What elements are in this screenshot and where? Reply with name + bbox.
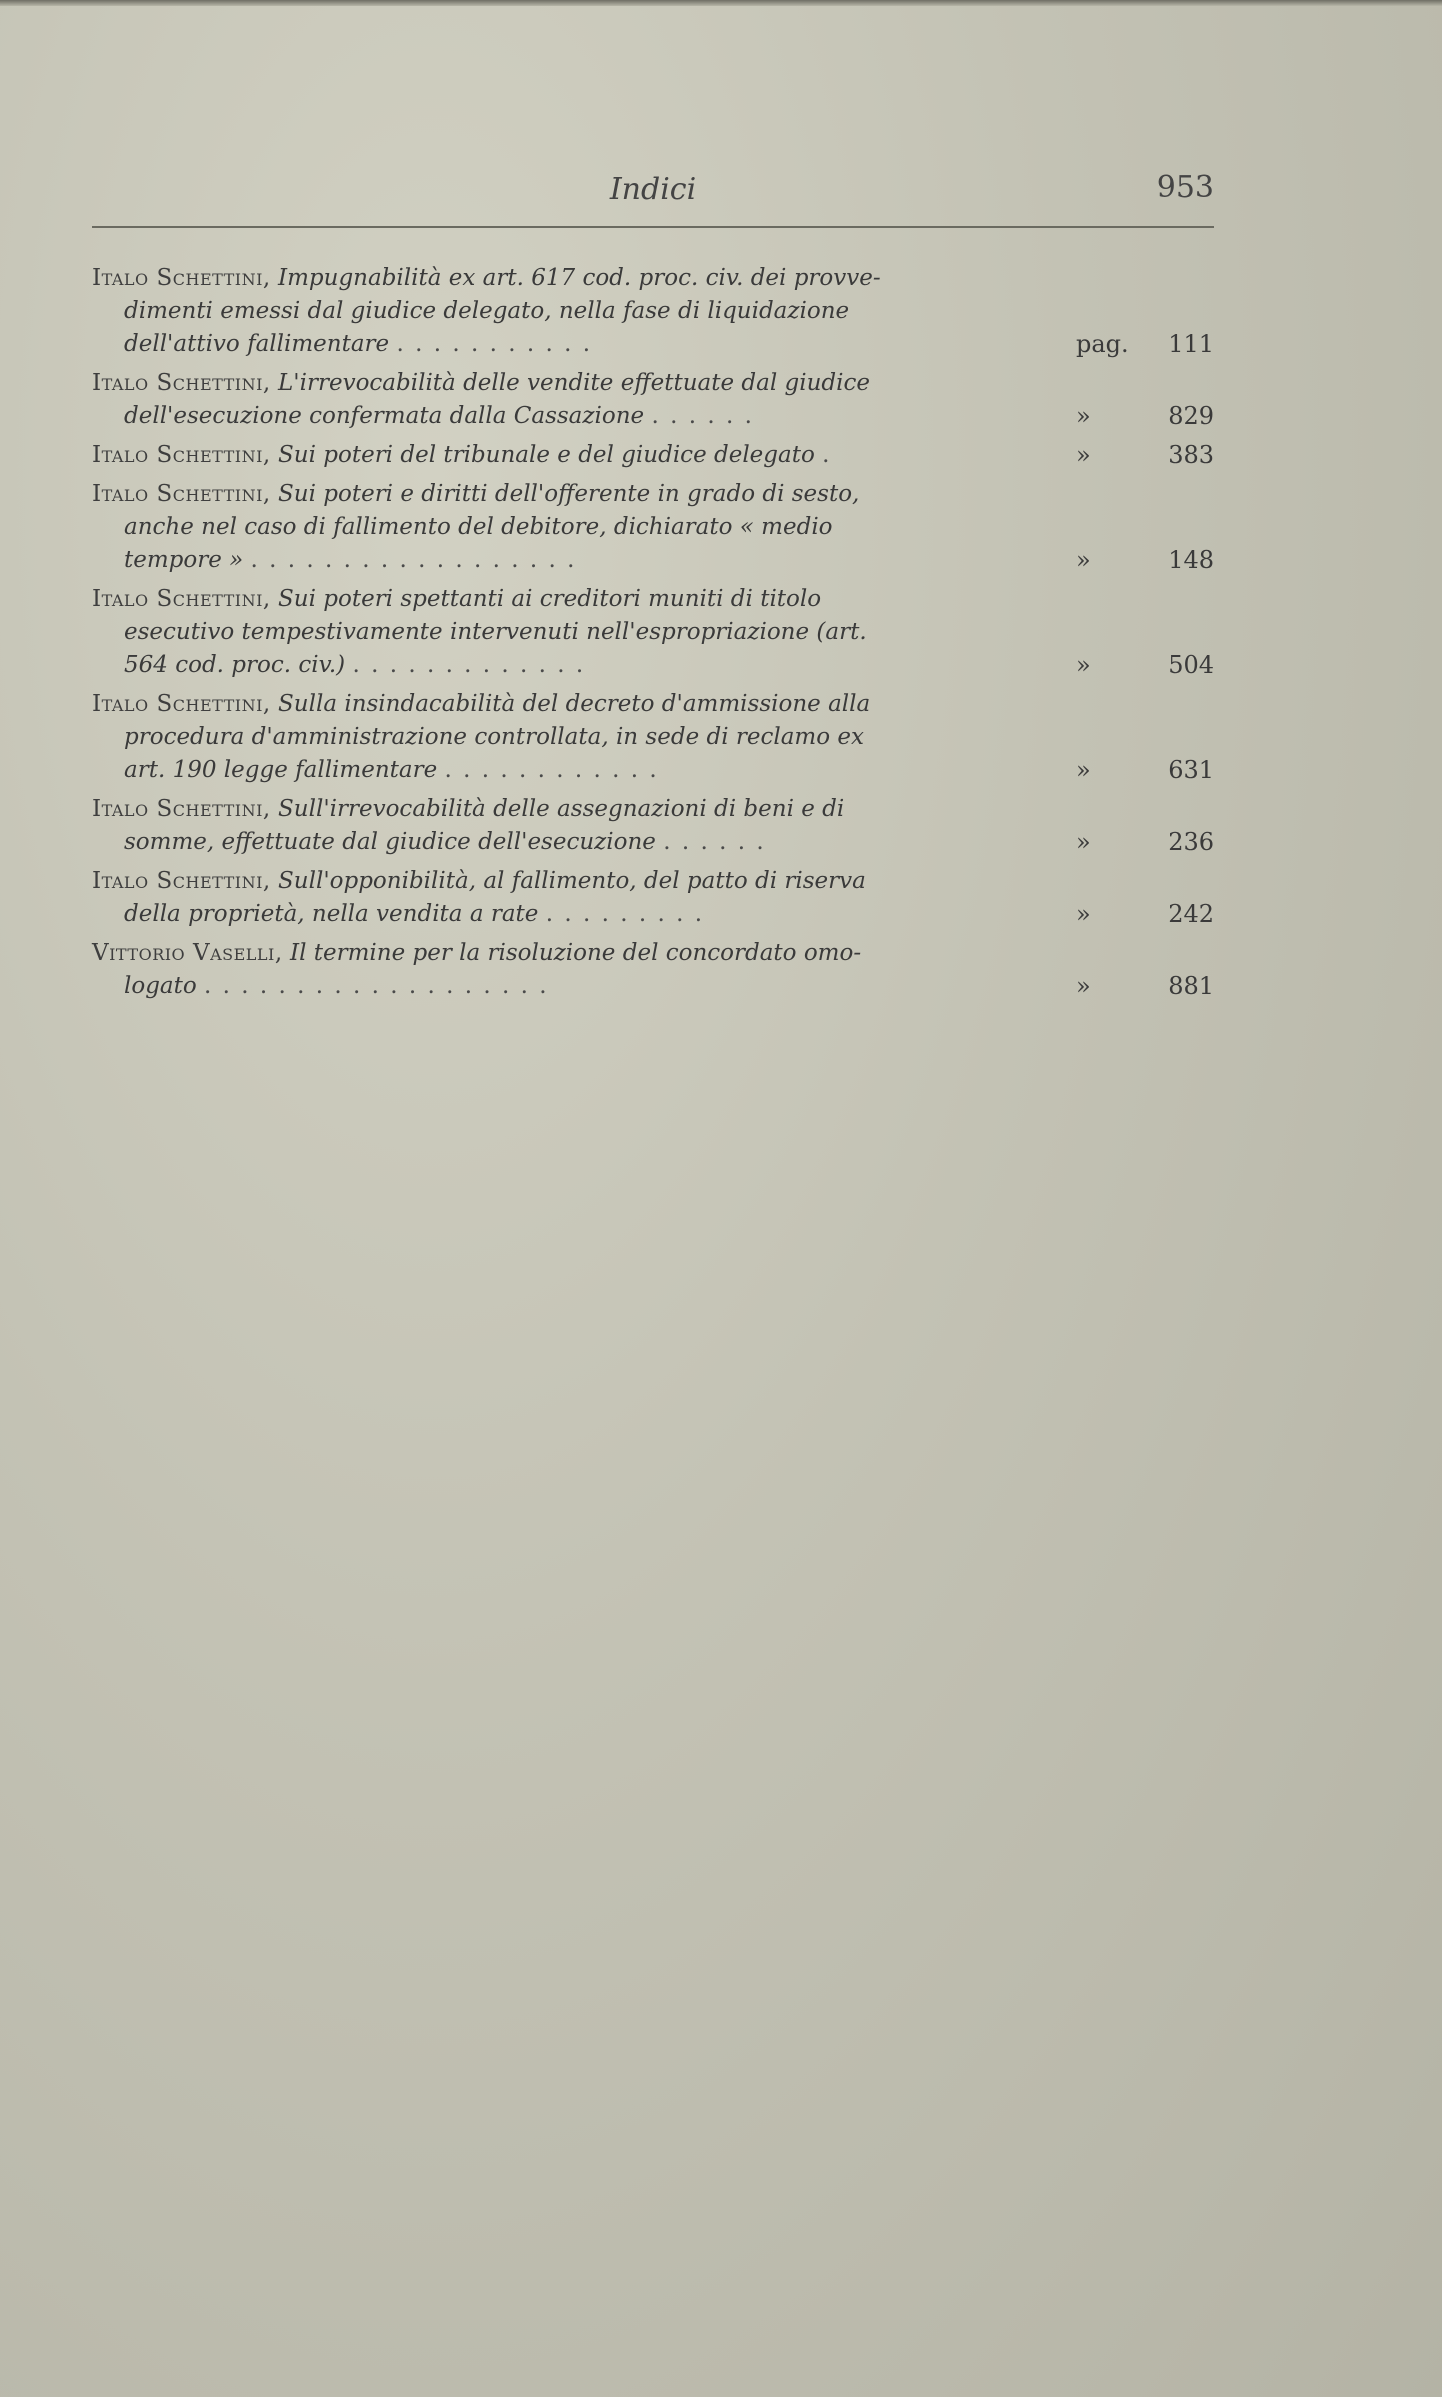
page-prefix: » (1076, 972, 1091, 1000)
dot-leader: . . . . . . . . . . . . . (352, 652, 586, 678)
entry-continuation-line (92, 649, 1068, 682)
index-entry (92, 937, 1218, 1003)
page-reference (1070, 898, 1218, 931)
entry-text (92, 583, 1068, 682)
page-reference (1070, 826, 1218, 859)
page-reference (1070, 970, 1218, 1003)
entry-author: Italo Schettini, (92, 868, 271, 894)
page-prefix: » (1076, 441, 1091, 469)
page-number: 148 (1168, 546, 1214, 574)
entry-continuation-line (92, 826, 1068, 859)
entry-title-line: dimenti emessi dal giudice delegato, nella fase di liquidazione (124, 298, 850, 324)
index-entry (92, 793, 1218, 859)
dot-leader: . . . . . . . . . . . . . . . . . . . (204, 973, 549, 999)
entry-title-line: Il termine per la risoluzione del concordato omo- (289, 940, 862, 966)
entry-text (92, 688, 1068, 787)
entry-title-line: della proprietà, nella vendita a rate (124, 901, 539, 927)
entry-continuation-line (92, 721, 1068, 754)
entry-continuation-line (92, 295, 1068, 328)
entry-continuation-line (92, 754, 1068, 787)
entry-author: Italo Schettini, (92, 796, 271, 822)
entry-title-line: Impugnabilità ex art. 617 cod. proc. civ. dei provve- (278, 265, 881, 291)
entry-continuation-line (92, 511, 1068, 544)
page-prefix: » (1076, 651, 1091, 679)
entry-text (92, 937, 1068, 1003)
page-number: 242 (1168, 900, 1214, 928)
index-entry (92, 367, 1218, 433)
header-title: Indici (609, 172, 697, 207)
dot-leader: . . . . . . . . . . . (396, 331, 593, 357)
entry-title-line: tempore » (124, 547, 244, 573)
entry-title-line: procedura d'amministrazione controllata, in sede di reclamo ex (124, 724, 864, 750)
entry-author: Italo Schettini, (92, 481, 271, 507)
entry-text (92, 367, 1068, 433)
dot-leader: . (822, 442, 832, 468)
entry-author: Italo Schettini, (92, 442, 271, 468)
page-number: 236 (1168, 828, 1214, 856)
entry-title-line: esecutivo tempestivamente intervenuti nell'espropriazione (art. (124, 619, 867, 645)
page-number: 111 (1168, 330, 1214, 358)
dot-leader: . . . . . . . . . . . . (444, 757, 659, 783)
entry-text (92, 478, 1068, 577)
dot-leader: . . . . . . . . . (545, 901, 705, 927)
page-prefix: » (1076, 900, 1091, 928)
entry-title-line: dell'esecuzione confermata dalla Cassazione (124, 403, 645, 429)
entry-title-line: logato (124, 973, 197, 999)
entry-title-line: Sui poteri e diritti dell'offerente in grado di sesto, (278, 481, 860, 507)
dot-leader: . . . . . . . . . . . . . . . . . . (250, 547, 577, 573)
entry-continuation-line (92, 544, 1068, 577)
index-entry (92, 583, 1218, 682)
page-reference (1070, 328, 1218, 361)
page-number: 829 (1168, 402, 1214, 430)
entry-title-line: Sulla insindacabilità del decreto d'ammissione alla (278, 691, 871, 717)
running-header (92, 168, 1214, 228)
entry-text (92, 262, 1068, 361)
entry-title-line: Sull'irrevocabilità delle assegnazioni di beni e di (278, 796, 845, 822)
header-rule (92, 226, 1214, 228)
page-prefix: » (1076, 546, 1091, 574)
page-reference (1070, 754, 1218, 787)
entry-title-line: Sui poteri del tribunale e del giudice delegato (278, 442, 815, 468)
entry-title-line: L'irrevocabilità delle vendite effettuate dal giudice (278, 370, 870, 396)
index-entry (92, 262, 1218, 361)
index-entry (92, 478, 1218, 577)
entry-text (92, 793, 1068, 859)
index-entry (92, 865, 1218, 931)
entry-author: Italo Schettini, (92, 370, 271, 396)
entry-continuation-line (92, 898, 1068, 931)
page-prefix: » (1076, 756, 1091, 784)
header-page-number: 953 (1156, 170, 1214, 205)
index-entry (92, 439, 1218, 472)
entry-title-line: Sull'opponibilità, al fallimento, del patto di riserva (278, 868, 866, 894)
entry-continuation-line (92, 616, 1068, 649)
entry-text (92, 865, 1068, 931)
entry-title-line: dell'attivo fallimentare (124, 331, 390, 357)
entry-title-line: Sui poteri spettanti ai creditori muniti di titolo (278, 586, 822, 612)
entry-author: Italo Schettini, (92, 586, 271, 612)
index-entry (92, 688, 1218, 787)
entry-text (92, 439, 1068, 472)
page-reference (1070, 400, 1218, 433)
page-number: 504 (1168, 651, 1214, 679)
page-reference (1070, 649, 1218, 682)
entry-title-line: anche nel caso di fallimento del debitore, dichiarato « medio (124, 514, 833, 540)
dot-leader: . . . . . . (651, 403, 754, 429)
entry-author: Italo Schettini, (92, 691, 271, 717)
page-prefix: » (1076, 402, 1091, 430)
entry-continuation-line (92, 328, 1068, 361)
index-list (92, 262, 1218, 1009)
page-reference (1070, 544, 1218, 577)
page-top-edge (0, 0, 1442, 6)
page-prefix: » (1076, 828, 1091, 856)
page-number: 383 (1168, 441, 1214, 469)
entry-title-line: 564 cod. proc. civ.) (124, 652, 346, 678)
page-number: 881 (1168, 972, 1214, 1000)
dot-leader: . . . . . . (663, 829, 766, 855)
entry-continuation-line (92, 970, 1068, 1003)
entry-title-line: somme, effettuate dal giudice dell'esecuzione (124, 829, 656, 855)
page-prefix: pag. (1076, 330, 1129, 358)
entry-title-line: art. 190 legge fallimentare (124, 757, 438, 783)
entry-continuation-line (92, 400, 1068, 433)
page-reference (1070, 439, 1218, 472)
entry-author: Italo Schettini, (92, 265, 271, 291)
page-number: 631 (1168, 756, 1214, 784)
entry-author: Vittorio Vaselli, (92, 940, 283, 966)
